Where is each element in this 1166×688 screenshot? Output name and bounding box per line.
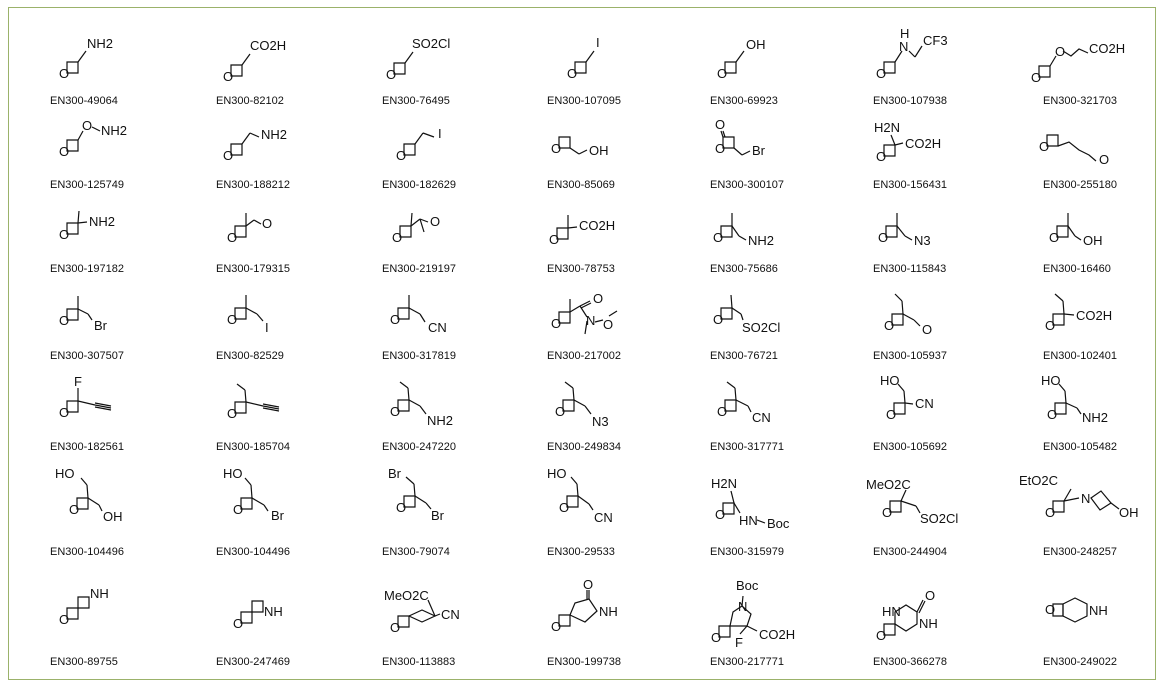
svg-text:O: O <box>715 507 726 522</box>
group-label: CO2H <box>579 218 616 233</box>
compound-id: EN300-69923 <box>710 95 778 107</box>
svg-text:O: O <box>59 227 70 242</box>
group-label: Boc <box>736 578 759 593</box>
svg-text:O: O <box>551 141 562 156</box>
compound-id: EN300-125749 <box>50 179 125 191</box>
structure-drawing <box>1033 115 1153 175</box>
compound-id: EN300-89755 <box>50 656 118 668</box>
svg-text:O: O <box>59 612 70 627</box>
structure-drawing <box>1033 284 1153 354</box>
structure-drawing <box>55 200 175 260</box>
group-label: NH <box>599 604 618 619</box>
group-label: OH <box>103 509 123 524</box>
svg-text:O: O <box>59 144 70 159</box>
compound-id: EN300-156431 <box>873 179 948 191</box>
group-label: CO2H <box>250 38 287 53</box>
compound-id: EN300-16460 <box>1043 263 1111 275</box>
group-label: NH <box>90 586 109 601</box>
group-label: NH2 <box>87 36 114 51</box>
group-label: O <box>82 118 93 133</box>
svg-text:O: O <box>715 141 726 156</box>
group-label: F <box>735 635 743 650</box>
compound-id: EN300-217002 <box>547 350 622 362</box>
group-label: Boc <box>767 516 790 531</box>
group-label: Br <box>431 508 444 523</box>
group-label: NH <box>919 616 938 631</box>
svg-text:O: O <box>69 502 80 517</box>
compound-id: EN300-78753 <box>547 263 615 275</box>
structure-drawing <box>382 115 502 175</box>
compound-id: EN300-317771 <box>710 441 785 453</box>
group-label: HO <box>547 466 567 481</box>
compound-id: EN300-249022 <box>1043 656 1118 668</box>
group-label: NH <box>1089 603 1108 618</box>
structure-drawing <box>709 578 829 648</box>
group-label: HO <box>1041 373 1061 388</box>
svg-text:O: O <box>876 628 887 643</box>
compound-id: EN300-107938 <box>873 95 948 107</box>
group-label: CN <box>594 510 613 525</box>
compound-id: EN300-105482 <box>1043 441 1118 453</box>
group-label: N3 <box>914 233 931 248</box>
svg-text:O: O <box>396 148 407 163</box>
structure-drawing <box>709 370 829 440</box>
group-label: NH2 <box>427 413 454 428</box>
compound-id: EN300-104496 <box>50 546 125 558</box>
structure-drawing <box>545 115 665 175</box>
svg-text:O: O <box>390 312 401 327</box>
compound-id: EN300-188212 <box>216 179 291 191</box>
group-label: O <box>1099 152 1110 167</box>
structure-drawing <box>709 284 829 354</box>
svg-text:O: O <box>713 312 724 327</box>
compound-id: EN300-82102 <box>216 95 284 107</box>
compound-id: EN300-29533 <box>547 546 615 558</box>
compound-id: EN300-247469 <box>216 656 291 668</box>
compound-id: EN300-105692 <box>873 441 948 453</box>
svg-text:O: O <box>559 500 570 515</box>
group-label: N3 <box>592 414 609 429</box>
group-label: OH <box>589 143 609 158</box>
group-label: HN <box>739 513 758 528</box>
structure-drawing <box>55 578 175 648</box>
structure-drawing <box>219 370 339 440</box>
structure-drawing <box>55 31 175 91</box>
group-label: CN <box>915 396 934 411</box>
compound-id: EN300-199738 <box>547 656 622 668</box>
group-label: NH2 <box>1082 410 1109 425</box>
structure-drawing <box>872 115 992 175</box>
group-label: EtO2C <box>1019 473 1059 488</box>
svg-text:O: O <box>227 312 238 327</box>
group-label: O <box>583 577 594 592</box>
compound-id: EN300-247220 <box>382 441 457 453</box>
svg-text:O: O <box>59 405 70 420</box>
group-label: HO <box>55 466 75 481</box>
svg-text:O: O <box>884 318 895 333</box>
structure-drawing <box>219 31 339 91</box>
structure-drawing <box>709 31 829 91</box>
compound-id: EN300-105937 <box>873 350 948 362</box>
svg-text:O: O <box>1045 505 1056 520</box>
svg-text:O: O <box>549 232 560 247</box>
svg-text:O: O <box>1031 70 1042 85</box>
svg-text:O: O <box>223 148 234 163</box>
group-label: CO2H <box>759 627 796 642</box>
compound-id: EN300-76495 <box>382 95 450 107</box>
svg-text:O: O <box>886 407 897 422</box>
structure-drawing <box>382 31 502 91</box>
compound-id: EN300-244904 <box>873 546 948 558</box>
group-label: O <box>922 322 933 337</box>
group-label: SO2Cl <box>920 511 959 526</box>
group-label: NH2 <box>748 233 775 248</box>
compound-id: EN300-197182 <box>50 263 125 275</box>
compound-id: EN300-107095 <box>547 95 622 107</box>
group-label: N <box>738 599 748 614</box>
group-label: O <box>430 214 441 229</box>
compound-id: EN300-248257 <box>1043 546 1118 558</box>
structure-drawing <box>709 463 829 543</box>
group-label: I <box>596 35 600 50</box>
group-label: CO2H <box>1089 41 1126 56</box>
compound-id: EN300-317819 <box>382 350 457 362</box>
group-label: CN <box>441 607 460 622</box>
compound-id: EN300-115843 <box>873 263 947 275</box>
compound-id: EN300-182629 <box>382 179 457 191</box>
group-label: NH2 <box>89 214 116 229</box>
compound-id: EN300-182561 <box>50 441 125 453</box>
group-label: H2N <box>874 120 901 135</box>
group-label: F <box>74 374 82 389</box>
compound-id: EN300-315979 <box>710 546 785 558</box>
structure-drawing <box>872 200 992 260</box>
group-label: O <box>1055 44 1066 59</box>
svg-text:O: O <box>1049 230 1060 245</box>
svg-text:O: O <box>223 69 234 84</box>
group-label: NH2 <box>261 127 288 142</box>
structure-drawing <box>219 578 339 648</box>
structure-drawing <box>1033 370 1153 440</box>
svg-text:O: O <box>390 620 401 635</box>
svg-text:O: O <box>396 500 407 515</box>
svg-text:O: O <box>551 619 562 634</box>
structure-drawing <box>545 370 665 440</box>
svg-text:O: O <box>1047 407 1058 422</box>
group-label: OH <box>1083 233 1103 248</box>
compound-id: EN300-179315 <box>216 263 291 275</box>
svg-text:O: O <box>392 230 403 245</box>
svg-text:O: O <box>227 230 238 245</box>
svg-text:O: O <box>227 406 238 421</box>
compound-id: EN300-75686 <box>710 263 778 275</box>
compound-id: EN300-366278 <box>873 656 948 668</box>
svg-text:O: O <box>386 67 397 82</box>
group-label: Br <box>388 466 401 481</box>
structure-drawing <box>1033 31 1153 91</box>
group-label: O <box>925 588 936 603</box>
svg-text:O: O <box>233 502 244 517</box>
group-label: CN <box>428 320 447 335</box>
group-label: O <box>603 317 614 332</box>
structure-drawing <box>382 463 502 543</box>
group-label: I <box>438 126 442 141</box>
compound-id: EN300-85069 <box>547 179 615 191</box>
group-label: HO <box>880 373 900 388</box>
svg-text:O: O <box>567 66 578 81</box>
compound-id: EN300-255180 <box>1043 179 1118 191</box>
svg-text:O: O <box>882 505 893 520</box>
structure-drawing <box>872 284 992 354</box>
group-label: N <box>586 313 596 328</box>
svg-text:O: O <box>551 316 562 331</box>
structure-drawing <box>219 115 339 175</box>
compound-id: EN300-104496 <box>216 546 291 558</box>
svg-text:O: O <box>555 404 566 419</box>
group-label: HO <box>223 466 243 481</box>
compound-id: EN300-82529 <box>216 350 284 362</box>
group-label: H <box>900 26 910 41</box>
group-label: N <box>1081 491 1091 506</box>
structure-drawing <box>55 115 175 175</box>
svg-text:O: O <box>717 66 728 81</box>
group-label: SO2Cl <box>412 36 451 51</box>
structure-drawing <box>55 463 175 543</box>
group-label: I <box>265 320 269 335</box>
structure-drawing <box>872 24 992 90</box>
svg-text:O: O <box>390 404 401 419</box>
structure-drawing <box>382 370 502 440</box>
compound-id: EN300-300107 <box>710 179 785 191</box>
compound-id: EN300-102401 <box>1043 350 1118 362</box>
svg-text:O: O <box>1039 139 1050 154</box>
compound-id: EN300-217771 <box>710 656 785 668</box>
group-label: Br <box>94 318 107 333</box>
compound-id: EN300-76721 <box>710 350 778 362</box>
compound-id: EN300-321703 <box>1043 95 1118 107</box>
structure-drawing <box>382 284 502 354</box>
structure-drawing <box>545 284 665 354</box>
group-label: OH <box>1119 505 1139 520</box>
structure-drawing <box>545 463 665 543</box>
structure-drawing <box>219 284 339 354</box>
svg-text:O: O <box>713 230 724 245</box>
group-label: OH <box>746 37 766 52</box>
catalog-frame <box>8 7 1156 680</box>
group-label: H2N <box>711 476 738 491</box>
svg-text:O: O <box>876 149 887 164</box>
group-label: N <box>899 39 909 54</box>
group-label: O <box>715 117 726 132</box>
structure-drawing <box>1019 463 1163 543</box>
structure-drawing <box>872 578 992 648</box>
group-label: NH <box>264 604 283 619</box>
group-label: Br <box>752 143 765 158</box>
structure-drawing <box>709 200 829 260</box>
group-label: CN <box>752 410 771 425</box>
structure-drawing <box>55 284 175 354</box>
group-label: O <box>262 216 273 231</box>
group-label: MeO2C <box>866 477 911 492</box>
group-label: MeO2C <box>384 588 429 603</box>
group-label: NH2 <box>101 123 128 138</box>
svg-text:O: O <box>1045 602 1056 617</box>
structure-drawing <box>545 200 665 260</box>
svg-text:O: O <box>876 66 887 81</box>
structure-drawing <box>55 370 175 440</box>
structure-drawing <box>1033 578 1153 648</box>
group-label: O <box>593 291 604 306</box>
group-label: CO2H <box>1076 308 1113 323</box>
compound-id: EN300-79074 <box>382 546 450 558</box>
ring-oxygen-atom: O <box>59 66 70 81</box>
compound-id: EN300-219197 <box>382 263 457 275</box>
structure-drawing <box>382 200 502 260</box>
structure-drawing <box>545 31 665 91</box>
structure-drawing <box>866 463 992 543</box>
group-label: Br <box>271 508 284 523</box>
group-label: HN <box>882 604 901 619</box>
svg-text:O: O <box>59 313 70 328</box>
svg-text:O: O <box>711 630 722 645</box>
group-label: CF3 <box>923 33 948 48</box>
group-label: SO2Cl <box>742 320 781 335</box>
svg-text:O: O <box>1045 318 1056 333</box>
compound-id: EN300-185704 <box>216 441 291 453</box>
compound-id: EN300-307507 <box>50 350 125 362</box>
structure-drawing <box>1033 200 1153 260</box>
group-label: CO2H <box>905 136 942 151</box>
compound-id: EN300-49064 <box>50 95 118 107</box>
svg-text:O: O <box>233 616 244 631</box>
structure-drawing <box>219 200 339 260</box>
svg-text:O: O <box>878 230 889 245</box>
compound-id: EN300-113883 <box>382 656 456 668</box>
structure-drawing <box>709 115 829 175</box>
structure-drawing <box>382 578 502 648</box>
structure-drawing <box>219 463 339 543</box>
compound-id: EN300-249834 <box>547 441 622 453</box>
svg-text:O: O <box>717 404 728 419</box>
structure-drawing <box>545 578 665 648</box>
structure-drawing <box>872 370 992 440</box>
